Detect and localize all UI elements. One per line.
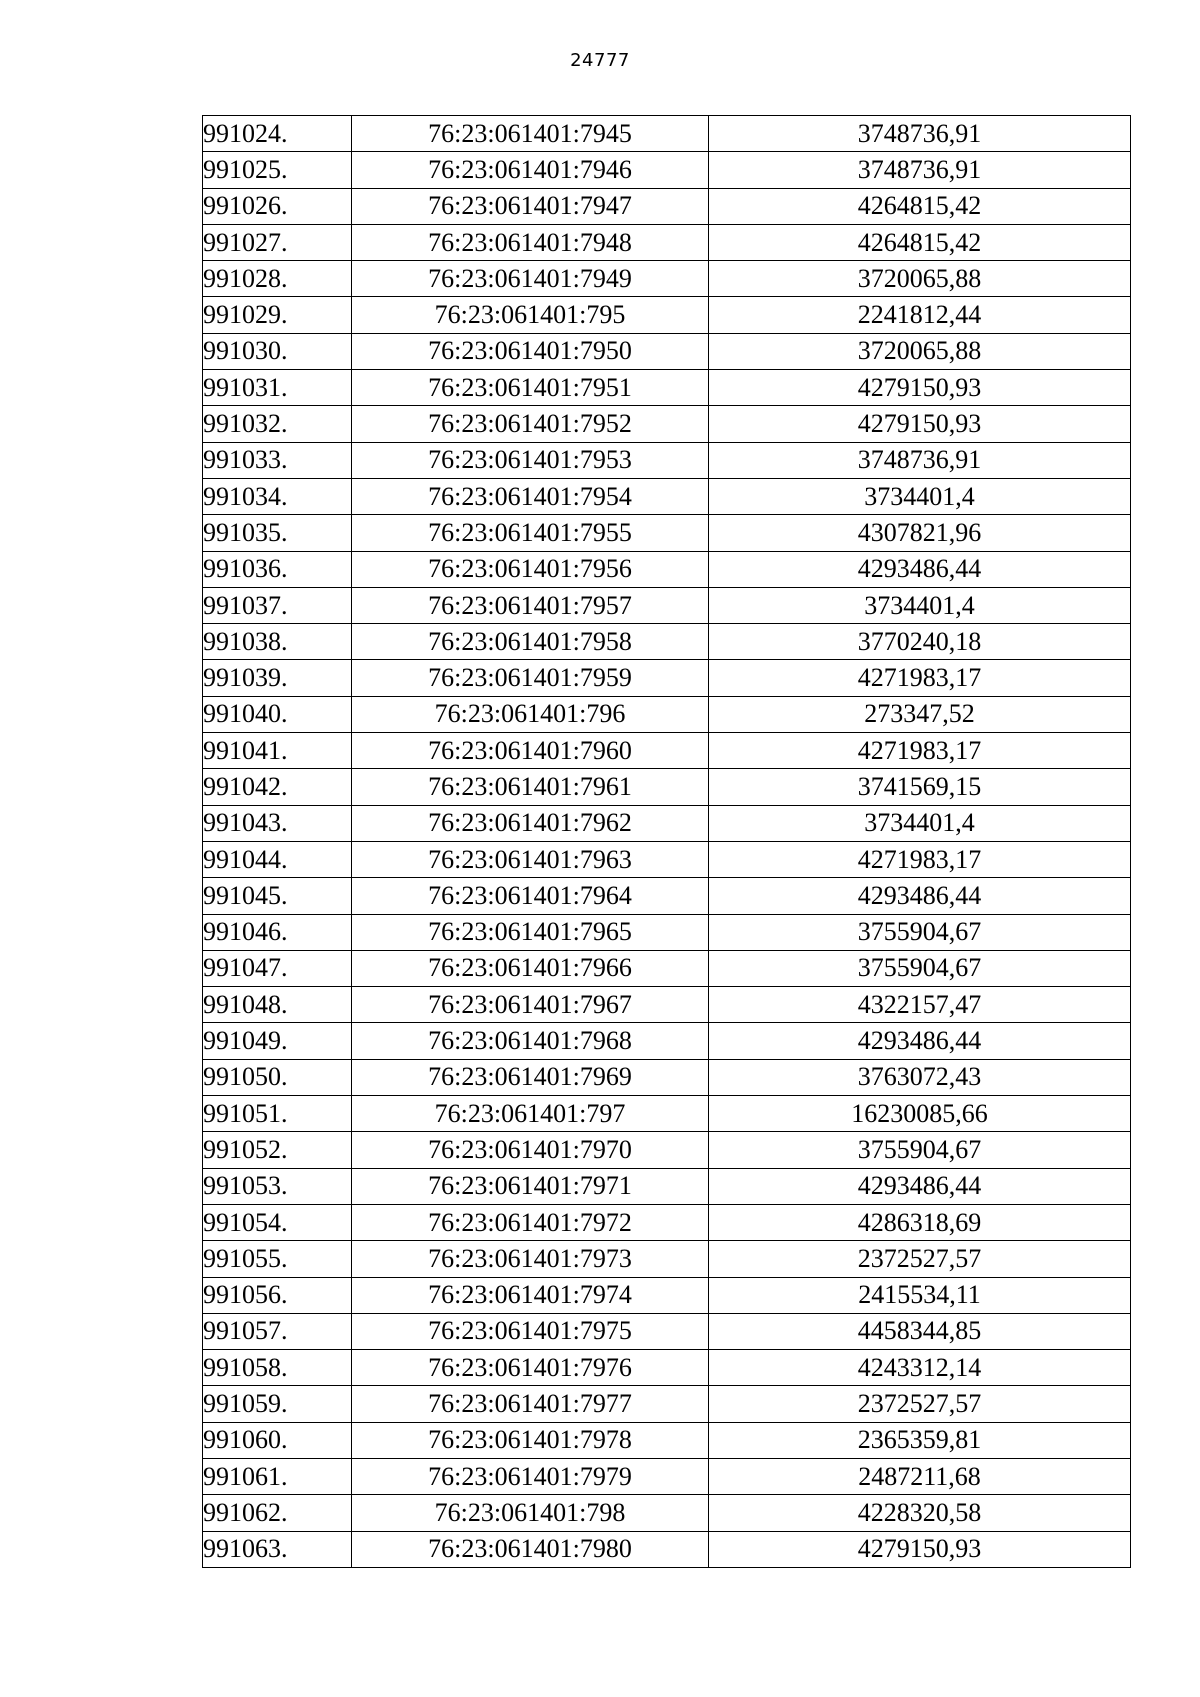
cadastral-number-cell: 76:23:061401:7964 xyxy=(352,878,709,914)
cadastral-value-cell: 2372527,57 xyxy=(709,1386,1131,1422)
cadastral-number-cell: 76:23:061401:7976 xyxy=(352,1350,709,1386)
table-row xyxy=(203,1168,1131,1204)
row-number-cell: 991035. xyxy=(203,515,352,551)
table-row xyxy=(203,1096,1131,1132)
row-number-cell: 991032. xyxy=(203,406,352,442)
row-number-cell: 991043. xyxy=(203,805,352,841)
cadastral-number-cell: 76:23:061401:7978 xyxy=(352,1422,709,1458)
table-row xyxy=(203,1241,1131,1277)
table-row xyxy=(203,1023,1131,1059)
cadastral-number-cell: 76:23:061401:7949 xyxy=(352,261,709,297)
cadastral-value-cell: 4271983,17 xyxy=(709,733,1131,769)
row-number-cell: 991042. xyxy=(203,769,352,805)
cadastral-value-cell: 3734401,4 xyxy=(709,478,1131,514)
cadastral-number-cell: 76:23:061401:7953 xyxy=(352,442,709,478)
cadastral-value-cell: 4271983,17 xyxy=(709,841,1131,877)
table-row xyxy=(203,1422,1131,1458)
table-row xyxy=(203,1350,1131,1386)
cadastral-number-cell: 76:23:061401:7945 xyxy=(352,116,709,152)
table-row xyxy=(203,442,1131,478)
table-row xyxy=(203,1495,1131,1531)
row-number-cell: 991031. xyxy=(203,370,352,406)
cadastral-number-cell: 76:23:061401:798 xyxy=(352,1495,709,1531)
cadastral-number-cell: 76:23:061401:796 xyxy=(352,696,709,732)
table-row xyxy=(203,224,1131,260)
cadastral-value-cell: 4243312,14 xyxy=(709,1350,1131,1386)
row-number-cell: 991050. xyxy=(203,1059,352,1095)
table-row xyxy=(203,261,1131,297)
cadastral-number-cell: 76:23:061401:7977 xyxy=(352,1386,709,1422)
cadastral-value-cell: 2415534,11 xyxy=(709,1277,1131,1313)
cadastral-value-cell: 4293486,44 xyxy=(709,878,1131,914)
cadastral-number-cell: 76:23:061401:7947 xyxy=(352,188,709,224)
table-row xyxy=(203,1277,1131,1313)
row-number-cell: 991053. xyxy=(203,1168,352,1204)
cadastral-value-table xyxy=(202,115,1131,1568)
table-row xyxy=(203,116,1131,152)
row-number-cell: 991039. xyxy=(203,660,352,696)
row-number-cell: 991061. xyxy=(203,1458,352,1494)
table-row xyxy=(203,805,1131,841)
cadastral-number-cell: 76:23:061401:7957 xyxy=(352,587,709,623)
cadastral-value-cell: 4264815,42 xyxy=(709,188,1131,224)
row-number-cell: 991027. xyxy=(203,224,352,260)
table-row xyxy=(203,551,1131,587)
cadastral-number-cell: 76:23:061401:7974 xyxy=(352,1277,709,1313)
cadastral-number-cell: 76:23:061401:7970 xyxy=(352,1132,709,1168)
cadastral-value-cell: 4228320,58 xyxy=(709,1495,1131,1531)
row-number-cell: 991052. xyxy=(203,1132,352,1168)
table-row xyxy=(203,478,1131,514)
row-number-cell: 991048. xyxy=(203,987,352,1023)
cadastral-value-cell: 3720065,88 xyxy=(709,261,1131,297)
row-number-cell: 991040. xyxy=(203,696,352,732)
cadastral-number-cell: 76:23:061401:7971 xyxy=(352,1168,709,1204)
cadastral-number-cell: 76:23:061401:7975 xyxy=(352,1313,709,1349)
table-row xyxy=(203,333,1131,369)
row-number-cell: 991059. xyxy=(203,1386,352,1422)
cadastral-number-cell: 76:23:061401:7959 xyxy=(352,660,709,696)
cadastral-value-cell: 4458344,85 xyxy=(709,1313,1131,1349)
cadastral-number-cell: 76:23:061401:7958 xyxy=(352,624,709,660)
cadastral-number-cell: 76:23:061401:7946 xyxy=(352,152,709,188)
cadastral-value-cell: 273347,52 xyxy=(709,696,1131,732)
row-number-cell: 991030. xyxy=(203,333,352,369)
cadastral-number-cell: 76:23:061401:7962 xyxy=(352,805,709,841)
table-row xyxy=(203,152,1131,188)
table-row xyxy=(203,914,1131,950)
table-row xyxy=(203,1204,1131,1240)
table-row xyxy=(203,1386,1131,1422)
cadastral-number-cell: 76:23:061401:7955 xyxy=(352,515,709,551)
cadastral-value-cell: 3734401,4 xyxy=(709,587,1131,623)
table-row xyxy=(203,515,1131,551)
cadastral-number-cell: 76:23:061401:7961 xyxy=(352,769,709,805)
row-number-cell: 991034. xyxy=(203,478,352,514)
cadastral-number-cell: 76:23:061401:7948 xyxy=(352,224,709,260)
cadastral-value-cell: 2372527,57 xyxy=(709,1241,1131,1277)
row-number-cell: 991054. xyxy=(203,1204,352,1240)
page-number: 24777 xyxy=(570,50,630,71)
table-row xyxy=(203,297,1131,333)
table-row xyxy=(203,696,1131,732)
row-number-cell: 991036. xyxy=(203,551,352,587)
cadastral-value-cell: 2487211,68 xyxy=(709,1458,1131,1494)
cadastral-value-cell: 4264815,42 xyxy=(709,224,1131,260)
table-row xyxy=(203,370,1131,406)
cadastral-number-cell: 76:23:061401:7965 xyxy=(352,914,709,950)
cadastral-number-cell: 76:23:061401:7979 xyxy=(352,1458,709,1494)
row-number-cell: 991047. xyxy=(203,950,352,986)
cadastral-value-cell: 3755904,67 xyxy=(709,914,1131,950)
cadastral-number-cell: 76:23:061401:7960 xyxy=(352,733,709,769)
cadastral-number-cell: 76:23:061401:797 xyxy=(352,1096,709,1132)
row-number-cell: 991041. xyxy=(203,733,352,769)
cadastral-value-cell: 3770240,18 xyxy=(709,624,1131,660)
cadastral-number-cell: 76:23:061401:7967 xyxy=(352,987,709,1023)
row-number-cell: 991060. xyxy=(203,1422,352,1458)
table-row xyxy=(203,1458,1131,1494)
row-number-cell: 991046. xyxy=(203,914,352,950)
row-number-cell: 991026. xyxy=(203,188,352,224)
table-row xyxy=(203,769,1131,805)
table-row xyxy=(203,660,1131,696)
table-row xyxy=(203,733,1131,769)
cadastral-value-cell: 4322157,47 xyxy=(709,987,1131,1023)
cadastral-number-cell: 76:23:061401:7951 xyxy=(352,370,709,406)
cadastral-value-cell: 3755904,67 xyxy=(709,1132,1131,1168)
cadastral-number-cell: 76:23:061401:7973 xyxy=(352,1241,709,1277)
cadastral-value-cell: 4279150,93 xyxy=(709,406,1131,442)
table-row xyxy=(203,950,1131,986)
cadastral-value-cell: 3755904,67 xyxy=(709,950,1131,986)
table-row xyxy=(203,1059,1131,1095)
cadastral-value-cell: 4279150,93 xyxy=(709,1531,1131,1567)
cadastral-value-cell: 4293486,44 xyxy=(709,1023,1131,1059)
cadastral-value-cell: 4271983,17 xyxy=(709,660,1131,696)
table-row xyxy=(203,1132,1131,1168)
table-row xyxy=(203,587,1131,623)
cadastral-value-cell: 4286318,69 xyxy=(709,1204,1131,1240)
table-row xyxy=(203,188,1131,224)
cadastral-number-cell: 76:23:061401:7956 xyxy=(352,551,709,587)
table-row xyxy=(203,878,1131,914)
table-row xyxy=(203,987,1131,1023)
cadastral-value-cell: 2241812,44 xyxy=(709,297,1131,333)
row-number-cell: 991056. xyxy=(203,1277,352,1313)
table-row xyxy=(203,1531,1131,1567)
cadastral-number-cell: 76:23:061401:7972 xyxy=(352,1204,709,1240)
table-row xyxy=(203,624,1131,660)
cadastral-number-cell: 76:23:061401:795 xyxy=(352,297,709,333)
table-body xyxy=(203,116,1131,1568)
row-number-cell: 991051. xyxy=(203,1096,352,1132)
cadastral-value-cell: 3748736,91 xyxy=(709,116,1131,152)
row-number-cell: 991025. xyxy=(203,152,352,188)
cadastral-number-cell: 76:23:061401:7968 xyxy=(352,1023,709,1059)
row-number-cell: 991033. xyxy=(203,442,352,478)
row-number-cell: 991028. xyxy=(203,261,352,297)
cadastral-value-cell: 3734401,4 xyxy=(709,805,1131,841)
cadastral-number-cell: 76:23:061401:7952 xyxy=(352,406,709,442)
cadastral-number-cell: 76:23:061401:7963 xyxy=(352,841,709,877)
cadastral-value-cell: 4279150,93 xyxy=(709,370,1131,406)
cadastral-value-cell: 3748736,91 xyxy=(709,152,1131,188)
cadastral-value-cell: 3741569,15 xyxy=(709,769,1131,805)
row-number-cell: 991058. xyxy=(203,1350,352,1386)
table-row xyxy=(203,841,1131,877)
cadastral-number-cell: 76:23:061401:7950 xyxy=(352,333,709,369)
cadastral-value-cell: 16230085,66 xyxy=(709,1096,1131,1132)
row-number-cell: 991063. xyxy=(203,1531,352,1567)
row-number-cell: 991044. xyxy=(203,841,352,877)
cadastral-value-cell: 4293486,44 xyxy=(709,551,1131,587)
cadastral-value-cell: 4293486,44 xyxy=(709,1168,1131,1204)
row-number-cell: 991038. xyxy=(203,624,352,660)
row-number-cell: 991062. xyxy=(203,1495,352,1531)
table-row xyxy=(203,1313,1131,1349)
cadastral-value-cell: 3763072,43 xyxy=(709,1059,1131,1095)
cadastral-number-cell: 76:23:061401:7966 xyxy=(352,950,709,986)
row-number-cell: 991024. xyxy=(203,116,352,152)
row-number-cell: 991045. xyxy=(203,878,352,914)
table-row xyxy=(203,406,1131,442)
cadastral-value-cell: 3748736,91 xyxy=(709,442,1131,478)
row-number-cell: 991029. xyxy=(203,297,352,333)
cadastral-value-cell: 4307821,96 xyxy=(709,515,1131,551)
cadastral-number-cell: 76:23:061401:7969 xyxy=(352,1059,709,1095)
row-number-cell: 991049. xyxy=(203,1023,352,1059)
cadastral-value-cell: 2365359,81 xyxy=(709,1422,1131,1458)
cadastral-number-cell: 76:23:061401:7980 xyxy=(352,1531,709,1567)
row-number-cell: 991037. xyxy=(203,587,352,623)
cadastral-number-cell: 76:23:061401:7954 xyxy=(352,478,709,514)
row-number-cell: 991057. xyxy=(203,1313,352,1349)
row-number-cell: 991055. xyxy=(203,1241,352,1277)
cadastral-value-cell: 3720065,88 xyxy=(709,333,1131,369)
